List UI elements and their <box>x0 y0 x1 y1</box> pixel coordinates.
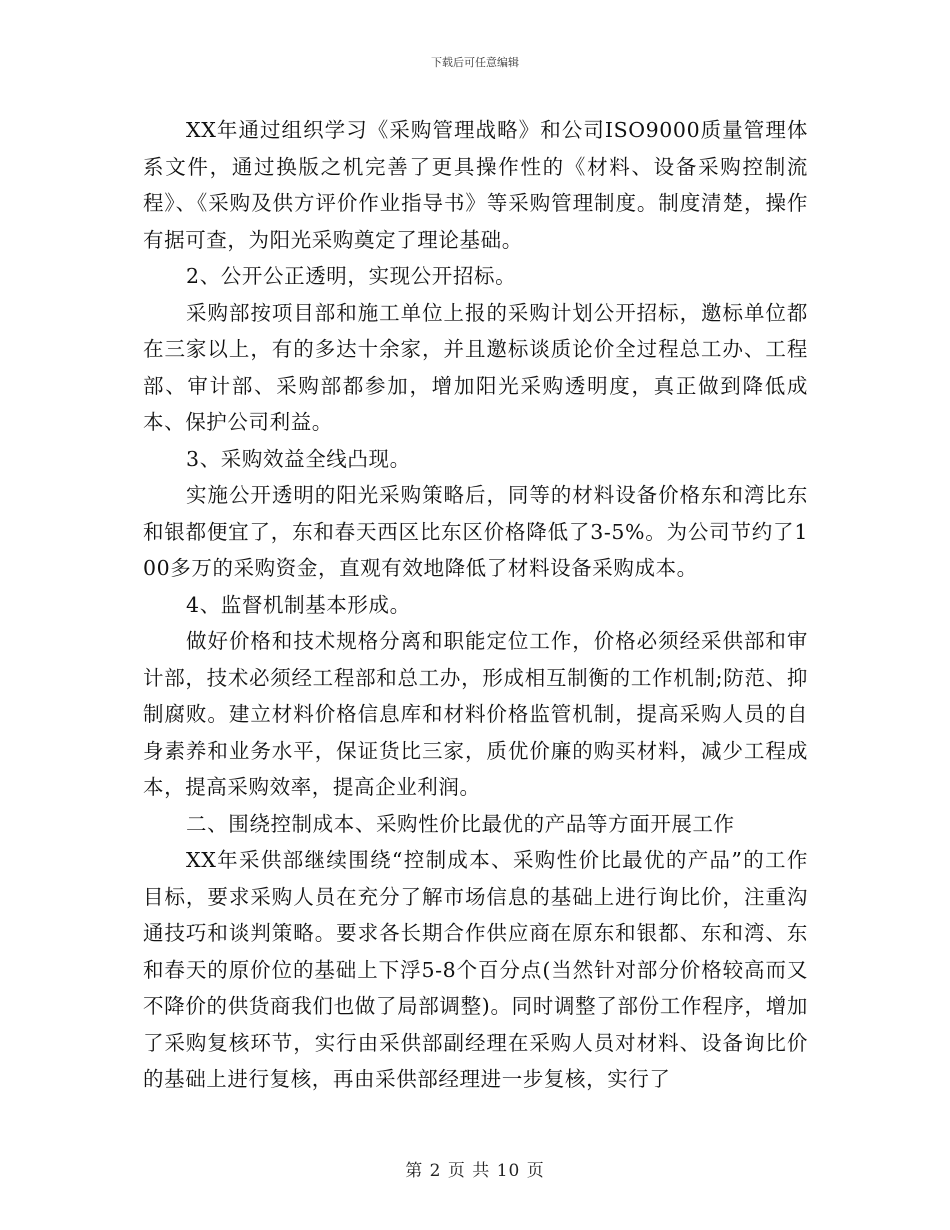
paragraph-management-system: XX年通过组织学习《采购管理战略》和公司ISO9000质量管理体系文件，通过换版之机完善了更具操作性的《材料、设备采购控制流程》、《采购及供方评价作业指导书》等采购管理制度。制度清楚，操作有据可查，为阳光采购奠定了理论基础。 <box>143 118 808 252</box>
paragraph-supervision-mechanism: 做好价格和技术规格分离和职能定位工作，价格必须经采供部和审计部，技术必须经工程部和总工办，形成相互制衡的工作机制;防范、抑制腐败。建立材料价格信息库和材料价格监管机制，提高采购人员的自身素养和业务水平，保证货比三家，质优价廉的购买材料，减少工程成本，提高采购效率，提高企业利润。 <box>143 629 808 799</box>
document-body <box>143 112 808 1098</box>
paragraph-cost-control: XX年采供部继续围绕“控制成本、采购性价比最优的产品”的工作目标，要求采购人员在充分了解市场信息的基础上进行询比价，注重沟通技巧和谈判策略。要求各长期合作供应商在原东和银都、东和湾、东和春天的原价位的基础上下浮5-8个百分点(当然针对部分价格较高而又不降价的供货商我们也做了局部调整)。同时调整了部份工作程序，增加了采购复核环节，实行由采供部副经理在采购人员对材料、设备询比价的基础上进行复核，再由采供部经理进一步复核，实行了 <box>143 848 808 1091</box>
page-footer: 第 2 页 共 10 页 <box>405 1161 545 1181</box>
paragraph-procurement-benefit: 实施公开透明的阳光采购策略后，同等的材料设备价格东和湾比东和银都便宜了，东和春天西区比东区价格降低了3-5%。为公司节约了100多万的采购资金，直观有效地降低了材料设备采购成本。 <box>143 483 808 580</box>
paragraph-public-bidding: 采购部按项目部和施工单位上报的采购计划公开招标，邀标单位都在三家以上，有的多达十余家，并且邀标谈质论价全过程总工办、工程部、审计部、采购部都参加，增加阳光采购透明度，真正做到降低成本、保护公司利益。 <box>143 300 808 434</box>
heading-cost-control: 二、围绕控制成本、采购性价比最优的产品等方面开展工作 <box>186 811 735 836</box>
heading-public-bidding: 2、公开公正透明，实现公开招标。 <box>186 264 517 288</box>
page-header: 下载后可任意编辑 <box>431 56 519 69</box>
heading-procurement-benefit: 3、采购效益全线凸现。 <box>186 446 411 471</box>
heading-supervision-mechanism: 4、监督机制基本形成。 <box>186 592 411 617</box>
